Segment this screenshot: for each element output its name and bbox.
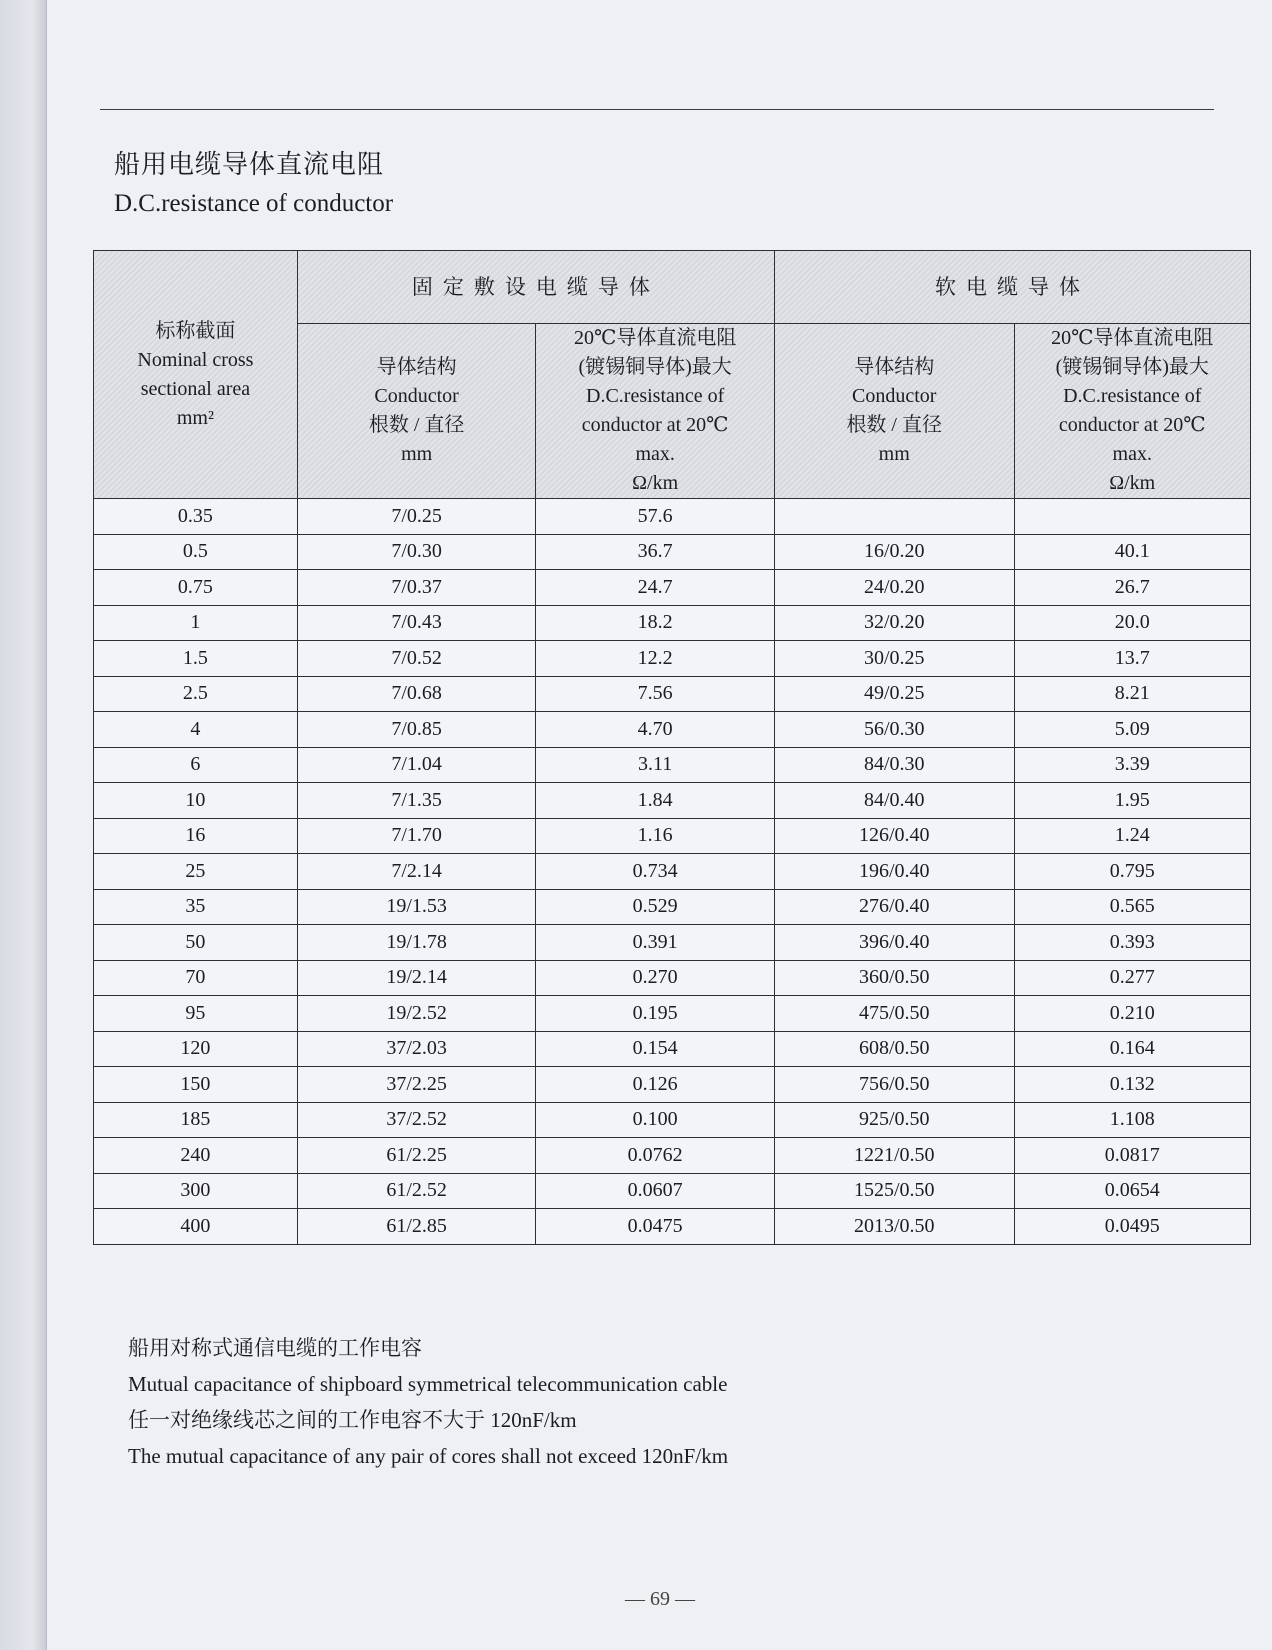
area-cell: 1 <box>94 605 298 641</box>
fixed-conductor-cell: 7/0.68 <box>297 676 536 712</box>
flexible-resistance-cell: 0.132 <box>1014 1067 1250 1103</box>
table-body <box>94 499 1251 1245</box>
flexible-resistance-cell: 0.565 <box>1014 889 1250 925</box>
flexible-conductor-cell: 84/0.30 <box>774 747 1014 783</box>
page-number: — 69 — <box>625 1588 695 1610</box>
flexible-resistance-cell: 0.0817 <box>1014 1138 1250 1174</box>
table-row <box>94 1102 1251 1138</box>
area-cell: 240 <box>94 1138 298 1174</box>
area-cell: 70 <box>94 960 298 996</box>
flexible-conductor-cell: 1221/0.50 <box>774 1138 1014 1174</box>
area-cell: 2.5 <box>94 676 298 712</box>
flexible-conductor-cell: 126/0.40 <box>774 818 1014 854</box>
fixed-conductor-cell: 7/1.35 <box>297 783 536 819</box>
area-cell: 35 <box>94 889 298 925</box>
table-row <box>94 605 1251 641</box>
table-row <box>94 925 1251 961</box>
fixed-resistance-cell: 0.529 <box>536 889 775 925</box>
fixed-resistance-cell: 0.0475 <box>536 1209 775 1245</box>
section-heading <box>114 148 393 222</box>
table-row <box>94 712 1251 748</box>
fixed-resistance-cell: 12.2 <box>536 641 775 677</box>
area-cell: 150 <box>94 1067 298 1103</box>
table-row <box>94 1138 1251 1174</box>
fixed-conductor-cell: 19/1.78 <box>297 925 536 961</box>
table-row <box>94 854 1251 890</box>
area-cell: 95 <box>94 996 298 1032</box>
fixed-conductor-cell: 19/2.52 <box>297 996 536 1032</box>
fixed-resistance-cell: 0.0762 <box>536 1138 775 1174</box>
flexible-conductor-cell: 24/0.20 <box>774 570 1014 606</box>
table-row <box>94 1031 1251 1067</box>
dc-resistance-table <box>93 250 1251 1245</box>
flexible-conductor-cell <box>774 499 1014 535</box>
fixed-conductor-header: 导体结构 Conductor 根数 / 直径 mm <box>297 324 536 499</box>
fixed-resistance-cell: 18.2 <box>536 605 775 641</box>
flexible-resistance-cell: 1.95 <box>1014 783 1250 819</box>
table-row <box>94 499 1251 535</box>
fixed-conductor-cell: 7/0.43 <box>297 605 536 641</box>
flexible-resistance-cell: 0.0495 <box>1014 1209 1250 1245</box>
flexible-resistance-cell: 5.09 <box>1014 712 1250 748</box>
flexible-conductor-cell: 16/0.20 <box>774 534 1014 570</box>
fixed-conductor-cell: 7/1.70 <box>297 818 536 854</box>
fixed-resistance-cell: 0.270 <box>536 960 775 996</box>
fixed-resistance-cell: 3.11 <box>536 747 775 783</box>
table-row <box>94 818 1251 854</box>
table-row <box>94 1067 1251 1103</box>
flexible-resistance-cell: 0.210 <box>1014 996 1250 1032</box>
table-row <box>94 534 1251 570</box>
nominal-area-header: 标称截面 Nominal cross sectional area mm² <box>94 251 298 499</box>
flexible-resistance-cell: 40.1 <box>1014 534 1250 570</box>
area-cell: 0.5 <box>94 534 298 570</box>
fixed-resistance-cell: 1.16 <box>536 818 775 854</box>
flexible-conductor-cell: 756/0.50 <box>774 1067 1014 1103</box>
flexible-resistance-cell: 13.7 <box>1014 641 1250 677</box>
flexible-group-header: 软电缆导体 <box>774 251 1250 324</box>
heading-zh: 船用电缆导体直流电阻 <box>114 150 385 179</box>
flexible-resistance-cell: 0.164 <box>1014 1031 1250 1067</box>
flexible-conductor-cell: 32/0.20 <box>774 605 1014 641</box>
flexible-conductor-cell: 196/0.40 <box>774 854 1014 890</box>
fixed-conductor-cell: 7/0.25 <box>297 499 536 535</box>
flexible-resistance-cell: 0.0654 <box>1014 1173 1250 1209</box>
flexible-conductor-cell: 360/0.50 <box>774 960 1014 996</box>
flexible-resistance-cell: 8.21 <box>1014 676 1250 712</box>
table-row <box>94 747 1251 783</box>
table-row <box>94 783 1251 819</box>
flexible-resistance-header: 20℃导体直流电阻 (镀锡铜导体)最大 D.C.resistance of conductor at 20℃ max. Ω/km <box>1014 324 1250 499</box>
fixed-group-header: 固定敷设电缆导体 <box>297 251 774 324</box>
table-row <box>94 641 1251 677</box>
heading-en: D.C.resistance of conductor <box>114 190 394 217</box>
fixed-conductor-cell: 37/2.03 <box>297 1031 536 1067</box>
flexible-resistance-cell: 0.277 <box>1014 960 1250 996</box>
flexible-resistance-cell: 1.24 <box>1014 818 1250 854</box>
area-cell: 4 <box>94 712 298 748</box>
area-cell: 120 <box>94 1031 298 1067</box>
area-cell: 300 <box>94 1173 298 1209</box>
area-cell: 0.75 <box>94 570 298 606</box>
table-row <box>94 570 1251 606</box>
fixed-resistance-cell: 1.84 <box>536 783 775 819</box>
fixed-conductor-cell: 37/2.25 <box>297 1067 536 1103</box>
flexible-resistance-cell: 20.0 <box>1014 605 1250 641</box>
fixed-conductor-cell: 61/2.25 <box>297 1138 536 1174</box>
flexible-conductor-cell: 475/0.50 <box>774 996 1014 1032</box>
fixed-conductor-cell: 7/2.14 <box>297 854 536 890</box>
flexible-resistance-cell: 3.39 <box>1014 747 1250 783</box>
area-cell: 25 <box>94 854 298 890</box>
flexible-conductor-cell: 276/0.40 <box>774 889 1014 925</box>
area-cell: 0.35 <box>94 499 298 535</box>
fixed-resistance-header: 20℃导体直流电阻 (镀锡铜导体)最大 D.C.resistance of conductor at 20℃ max. Ω/km <box>536 324 775 499</box>
fixed-conductor-cell: 7/0.37 <box>297 570 536 606</box>
flexible-resistance-cell: 1.108 <box>1014 1102 1250 1138</box>
fixed-resistance-cell: 57.6 <box>536 499 775 535</box>
area-cell: 6 <box>94 747 298 783</box>
fixed-resistance-cell: 0.0607 <box>536 1173 775 1209</box>
fixed-conductor-cell: 61/2.52 <box>297 1173 536 1209</box>
table-row <box>94 1209 1251 1245</box>
area-cell: 1.5 <box>94 641 298 677</box>
flexible-conductor-cell: 2013/0.50 <box>774 1209 1014 1245</box>
fixed-conductor-cell: 7/0.85 <box>297 712 536 748</box>
notes-zh-title: 船用对称式通信电缆的工作电容 <box>128 1336 422 1360</box>
notes-zh-text: 任一对绝缘线芯之间的工作电容不大于 120nF/km <box>128 1408 577 1432</box>
top-rule <box>100 109 1214 110</box>
fixed-resistance-cell: 0.734 <box>536 854 775 890</box>
table-row <box>94 676 1251 712</box>
fixed-resistance-cell: 0.126 <box>536 1067 775 1103</box>
fixed-conductor-cell: 7/0.30 <box>297 534 536 570</box>
fixed-conductor-cell: 37/2.52 <box>297 1102 536 1138</box>
table-row <box>94 1173 1251 1209</box>
area-cell: 10 <box>94 783 298 819</box>
notes-en-text: The mutual capacitance of any pair of cores shall not exceed 120nF/km <box>128 1444 729 1468</box>
fixed-conductor-cell: 19/1.53 <box>297 889 536 925</box>
fixed-conductor-cell: 19/2.14 <box>297 960 536 996</box>
flexible-conductor-cell: 56/0.30 <box>774 712 1014 748</box>
fixed-resistance-cell: 0.100 <box>536 1102 775 1138</box>
fixed-resistance-cell: 24.7 <box>536 570 775 606</box>
fixed-conductor-cell: 7/1.04 <box>297 747 536 783</box>
flexible-conductor-cell: 30/0.25 <box>774 641 1014 677</box>
notes-en-title: Mutual capacitance of shipboard symmetrical telecommunication cable <box>128 1372 728 1396</box>
flexible-conductor-cell: 396/0.40 <box>774 925 1014 961</box>
area-cell: 16 <box>94 818 298 854</box>
flexible-resistance-cell: 26.7 <box>1014 570 1250 606</box>
area-cell: 50 <box>94 925 298 961</box>
area-cell: 185 <box>94 1102 298 1138</box>
flexible-resistance-cell: 0.393 <box>1014 925 1250 961</box>
flexible-resistance-cell: 0.795 <box>1014 854 1250 890</box>
fixed-resistance-cell: 36.7 <box>536 534 775 570</box>
fixed-resistance-cell: 4.70 <box>536 712 775 748</box>
fixed-conductor-cell: 61/2.85 <box>297 1209 536 1245</box>
flexible-conductor-header: 导体结构 Conductor 根数 / 直径 mm <box>774 324 1014 499</box>
fixed-resistance-cell: 0.195 <box>536 996 775 1032</box>
flexible-conductor-cell: 608/0.50 <box>774 1031 1014 1067</box>
flexible-resistance-cell <box>1014 499 1250 535</box>
table-row <box>94 960 1251 996</box>
fixed-resistance-cell: 0.391 <box>536 925 775 961</box>
table-row <box>94 889 1251 925</box>
binding-edge <box>0 0 47 1650</box>
fixed-resistance-cell: 7.56 <box>536 676 775 712</box>
table-row <box>94 996 1251 1032</box>
capacitance-notes <box>128 1330 728 1474</box>
fixed-conductor-cell: 7/0.52 <box>297 641 536 677</box>
flexible-conductor-cell: 49/0.25 <box>774 676 1014 712</box>
fixed-resistance-cell: 0.154 <box>536 1031 775 1067</box>
flexible-conductor-cell: 1525/0.50 <box>774 1173 1014 1209</box>
flexible-conductor-cell: 925/0.50 <box>774 1102 1014 1138</box>
area-cell: 400 <box>94 1209 298 1245</box>
flexible-conductor-cell: 84/0.40 <box>774 783 1014 819</box>
